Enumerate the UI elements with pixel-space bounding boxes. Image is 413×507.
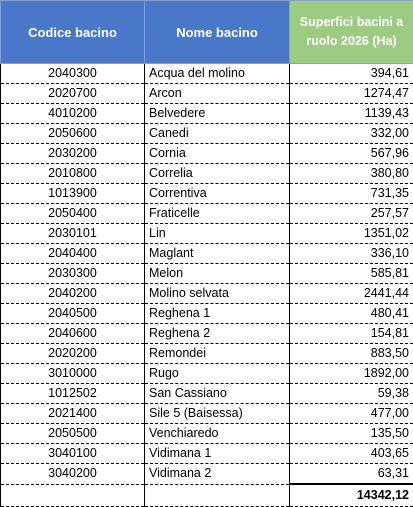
- cell-name[interactable]: Vidimana 2: [145, 464, 290, 485]
- cell-surface[interactable]: 1139,43: [290, 104, 413, 124]
- cell-surface[interactable]: 480,41: [290, 304, 413, 324]
- cell-surface[interactable]: 567,96: [290, 144, 413, 164]
- cell-name[interactable]: Reghena 1: [145, 304, 290, 324]
- table-row: [1, 444, 413, 464]
- table-row: [1, 424, 413, 444]
- empty-cell[interactable]: [145, 484, 290, 507]
- cell-surface[interactable]: 403,65: [290, 444, 413, 464]
- table-row: [1, 84, 413, 104]
- header-surface[interactable]: Superfici bacini a ruolo 2026 (Ha): [290, 1, 413, 64]
- cell-name[interactable]: Correlia: [145, 164, 290, 184]
- cell-surface[interactable]: 135,50: [290, 424, 413, 444]
- cell-code[interactable]: 2050500: [1, 424, 145, 444]
- cell-surface[interactable]: 1274,47: [290, 84, 413, 104]
- cell-code[interactable]: 2040200: [1, 284, 145, 304]
- cell-name[interactable]: Vidimana 1: [145, 444, 290, 464]
- cell-name[interactable]: Fraticelle: [145, 204, 290, 224]
- cell-code[interactable]: 2040600: [1, 324, 145, 344]
- cell-name[interactable]: Venchiaredo: [145, 424, 290, 444]
- table-body: [1, 64, 413, 507]
- table-row: [1, 244, 413, 264]
- cell-code[interactable]: 2020700: [1, 84, 145, 104]
- cell-code[interactable]: 2040300: [1, 64, 145, 84]
- cell-name[interactable]: Acqua del molino: [145, 64, 290, 84]
- table-row: [1, 104, 413, 124]
- table-row: [1, 364, 413, 384]
- cell-surface[interactable]: 1892,00: [290, 364, 413, 384]
- cell-code[interactable]: 2040400: [1, 244, 145, 264]
- cell-surface[interactable]: 380,80: [290, 164, 413, 184]
- cell-name[interactable]: Correntiva: [145, 184, 290, 204]
- cell-surface[interactable]: 2441,44: [290, 284, 413, 304]
- cell-code[interactable]: 2010800: [1, 164, 145, 184]
- cell-surface[interactable]: 154,81: [290, 324, 413, 344]
- cell-surface[interactable]: 394,61: [290, 64, 413, 84]
- cell-name[interactable]: Maglant: [145, 244, 290, 264]
- cell-name[interactable]: Remondei: [145, 344, 290, 364]
- cell-code[interactable]: 2021400: [1, 404, 145, 424]
- cell-name[interactable]: Canedi: [145, 124, 290, 144]
- cell-code[interactable]: 2040500: [1, 304, 145, 324]
- cell-surface[interactable]: 883,50: [290, 344, 413, 364]
- cell-name[interactable]: Arcon: [145, 84, 290, 104]
- cell-name[interactable]: Sile 5 (Baisessa): [145, 404, 290, 424]
- header-code[interactable]: Codice bacino: [1, 1, 145, 64]
- cell-code[interactable]: 2030200: [1, 144, 145, 164]
- table-row: [1, 324, 413, 344]
- total-row: [1, 484, 413, 507]
- cell-name[interactable]: San Cassiano: [145, 384, 290, 404]
- table-row: [1, 344, 413, 364]
- table-row: [1, 264, 413, 284]
- table-row: [1, 464, 413, 485]
- table-row: [1, 164, 413, 184]
- total-surface[interactable]: 14342,12: [290, 484, 413, 507]
- table-row: [1, 404, 413, 424]
- table-row: [1, 224, 413, 244]
- cell-surface[interactable]: 731,35: [290, 184, 413, 204]
- cell-surface[interactable]: 336,10: [290, 244, 413, 264]
- cell-name[interactable]: Melon: [145, 264, 290, 284]
- header-row: [1, 1, 413, 64]
- table-row: [1, 204, 413, 224]
- cell-surface[interactable]: 257,57: [290, 204, 413, 224]
- empty-cell[interactable]: [1, 484, 145, 507]
- cell-surface[interactable]: 332,00: [290, 124, 413, 144]
- cell-name[interactable]: Belvedere: [145, 104, 290, 124]
- header-name[interactable]: Nome bacino: [145, 1, 290, 64]
- table-row: [1, 304, 413, 324]
- cell-surface[interactable]: 585,81: [290, 264, 413, 284]
- cell-surface[interactable]: 63,31: [290, 464, 413, 485]
- cell-name[interactable]: Molino selvata: [145, 284, 290, 304]
- table-row: [1, 124, 413, 144]
- table-row: [1, 64, 413, 84]
- cell-code[interactable]: 1012502: [1, 384, 145, 404]
- cell-code[interactable]: 2050600: [1, 124, 145, 144]
- cell-surface[interactable]: 1351,02: [290, 224, 413, 244]
- cell-surface[interactable]: 59,38: [290, 384, 413, 404]
- cell-code[interactable]: 4010200: [1, 104, 145, 124]
- cell-code[interactable]: 3040100: [1, 444, 145, 464]
- table-row: [1, 284, 413, 304]
- cell-code[interactable]: 2030300: [1, 264, 145, 284]
- cell-name[interactable]: Lin: [145, 224, 290, 244]
- table-row: [1, 384, 413, 404]
- cell-code[interactable]: 2030101: [1, 224, 145, 244]
- cell-surface[interactable]: 477,00: [290, 404, 413, 424]
- cell-name[interactable]: Reghena 2: [145, 324, 290, 344]
- cell-code[interactable]: 3040200: [1, 464, 145, 485]
- cell-code[interactable]: 2020200: [1, 344, 145, 364]
- table-row: [1, 144, 413, 164]
- cell-name[interactable]: Cornia: [145, 144, 290, 164]
- cell-code[interactable]: 3010000: [1, 364, 145, 384]
- cell-code[interactable]: 2050400: [1, 204, 145, 224]
- cell-name[interactable]: Rugo: [145, 364, 290, 384]
- table-row: [1, 184, 413, 204]
- cell-code[interactable]: 1013900: [1, 184, 145, 204]
